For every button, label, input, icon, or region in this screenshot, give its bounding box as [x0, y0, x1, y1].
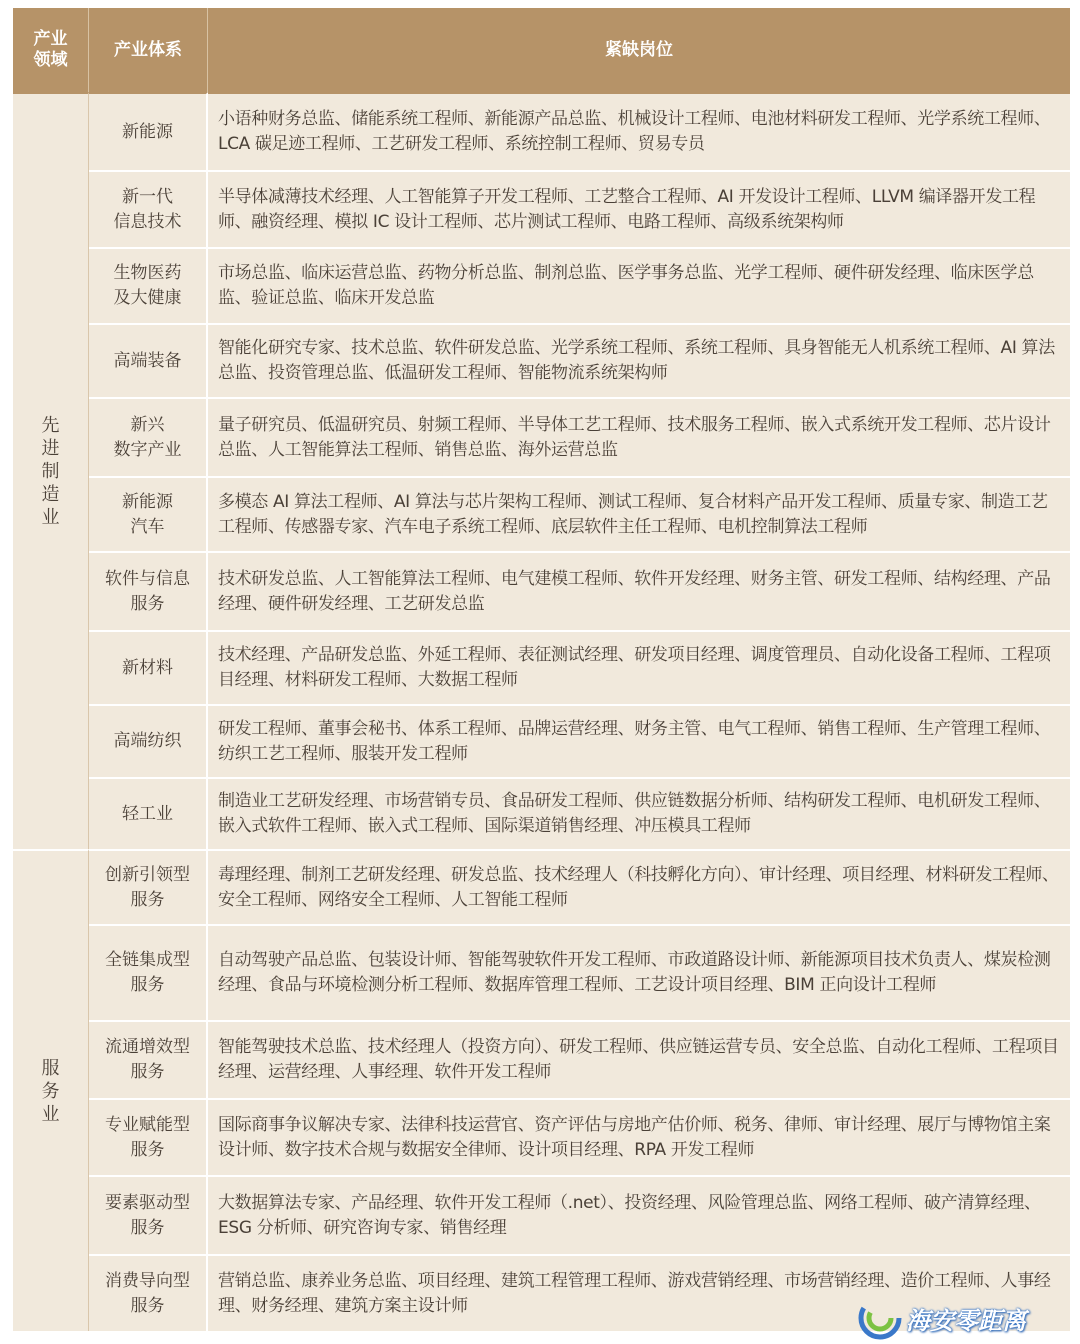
positions-cell: 自动驾驶产品总监、包装设计师、智能驾驶软件开发工程师、市政道路设计师、新能源项目技术负责人、煤炭检测经理、食品与环境检测分析工程师、数据库管理工程师、工艺设计项目经理、BIM 正向设计工程师 — [208, 924, 1070, 1020]
header-industry-system: 产业体系 — [89, 8, 208, 92]
system-cell: 新一代 信息技术 — [89, 170, 208, 247]
positions-cell: 智能化研究专家、技术总监、软件研发总监、光学系统工程师、系统工程师、具身智能无人机系统工程师、AI 算法总监、投资管理总监、低温研发工程师、智能物流系统架构师 — [208, 323, 1070, 397]
positions-cell: 技术经理、产品研发总监、外延工程师、表征测试经理、研发项目经理、调度管理员、自动化设备工程师、工程项目经理、材料研发工程师、大数据工程师 — [208, 630, 1070, 704]
positions-cell: 研发工程师、董事会秘书、体系工程师、品牌运营经理、财务主管、电气工程师、销售工程师、生产管理工程师、纺织工艺工程师、服装开发工程师 — [208, 704, 1070, 777]
system-cell: 创新引领型 服务 — [89, 849, 208, 924]
system-cell: 消费导向型 服务 — [89, 1254, 208, 1331]
domain-advanced-manufacturing — [13, 92, 89, 849]
positions-cell: 半导体减薄技术经理、人工智能算子开发工程师、工艺整合工程师、AI 开发设计工程师、LLVM 编译器开发工程师、融资经理、模拟 IC 设计工程师、芯片测试工程师、电路工程师、高级系统架构师 — [208, 170, 1070, 247]
system-cell: 专业赋能型 服务 — [89, 1098, 208, 1175]
system-cell: 新能源 汽车 — [89, 476, 208, 551]
swirl-logo-icon — [858, 1296, 902, 1340]
system-cell: 要素驱动型 服务 — [89, 1175, 208, 1254]
system-cell: 全链集成型 服务 — [89, 924, 208, 1020]
system-cell: 生物医药 及大健康 — [89, 247, 208, 323]
positions-cell: 毒理经理、制剂工艺研发经理、研发总监、技术经理人（科技孵化方向）、审计经理、项目经理、材料研发工程师、安全工程师、网络安全工程师、人工智能工程师 — [208, 849, 1070, 924]
system-cell: 新材料 — [89, 630, 208, 704]
positions-cell: 小语种财务总监、储能系统工程师、新能源产品总监、机械设计工程师、电池材料研发工程师、光学系统工程师、LCA 碳足迹工程师、工艺研发工程师、系统控制工程师、贸易专员 — [208, 92, 1070, 170]
positions-cell: 大数据算法专家、产品经理、软件开发工程师（.net）、投资经理、风险管理总监、网络工程师、破产清算经理、ESG 分析师、研究咨询专家、销售经理 — [208, 1175, 1070, 1254]
system-cell: 流通增效型 服务 — [89, 1020, 208, 1098]
shortage-positions-table — [13, 8, 1070, 1331]
positions-cell: 技术研发总监、人工智能算法工程师、电气建模工程师、软件开发经理、财务主管、研发工程师、结构经理、产品经理、硬件研发经理、工艺研发总监 — [208, 551, 1070, 630]
system-cell: 高端装备 — [89, 323, 208, 397]
header-industry-domain: 产业 领域 — [13, 8, 89, 92]
positions-cell: 制造业工艺研发经理、市场营销专员、食品研发工程师、供应链数据分析师、结构研发工程师、电机研发工程师、嵌入式软件工程师、嵌入式工程师、国际渠道销售经理、冲压模具工程师 — [208, 777, 1070, 849]
domain-services — [13, 849, 89, 1331]
positions-cell: 智能驾驶技术总监、技术经理人（投资方向）、研发工程师、供应链运营专员、安全总监、自动化工程师、工程项目经理、运营经理、人事经理、软件开发工程师 — [208, 1020, 1070, 1098]
header-shortage-positions: 紧缺岗位 — [208, 8, 1070, 92]
positions-cell: 市场总监、临床运营总监、药物分析总监、制剂总监、医学事务总监、光学工程师、硬件研发经理、临床医学总监、验证总监、临床开发总监 — [208, 247, 1070, 323]
positions-cell: 多模态 AI 算法工程师、AI 算法与芯片架构工程师、测试工程师、复合材料产品开发工程师、质量专家、制造工艺工程师、传感器专家、汽车电子系统工程师、底层软件主任工程师、电机控制算法工程师 — [208, 476, 1070, 551]
system-cell: 新兴 数字产业 — [89, 397, 208, 476]
domain-label: 先进制造业 — [41, 415, 60, 528]
watermark-logo — [858, 1294, 1068, 1342]
positions-cell: 国际商事争议解决专家、法律科技运营官、资产评估与房地产估价师、税务、律师、审计经理、展厅与博物馆主案设计师、数字技术合规与数据安全律师、设计项目经理、RPA 开发工程师 — [208, 1098, 1070, 1175]
watermark-text: 海安零距离 — [906, 1306, 1026, 1335]
system-cell: 高端纺织 — [89, 704, 208, 777]
system-cell: 新能源 — [89, 92, 208, 170]
positions-cell: 量子研究员、低温研究员、射频工程师、半导体工艺工程师、技术服务工程师、嵌入式系统开发工程师、芯片设计总监、人工智能算法工程师、销售总监、海外运营总监 — [208, 397, 1070, 476]
domain-label: 服务业 — [41, 1057, 60, 1125]
system-cell: 轻工业 — [89, 777, 208, 849]
system-cell: 软件与信息 服务 — [89, 551, 208, 630]
positions-cell: 营销总监、康养业务总监、项目经理、建筑工程管理工程师、游戏营销经理、市场营销经理、造价工程师、人事经理、财务经理、建筑方案主设计师 — [208, 1254, 1070, 1331]
